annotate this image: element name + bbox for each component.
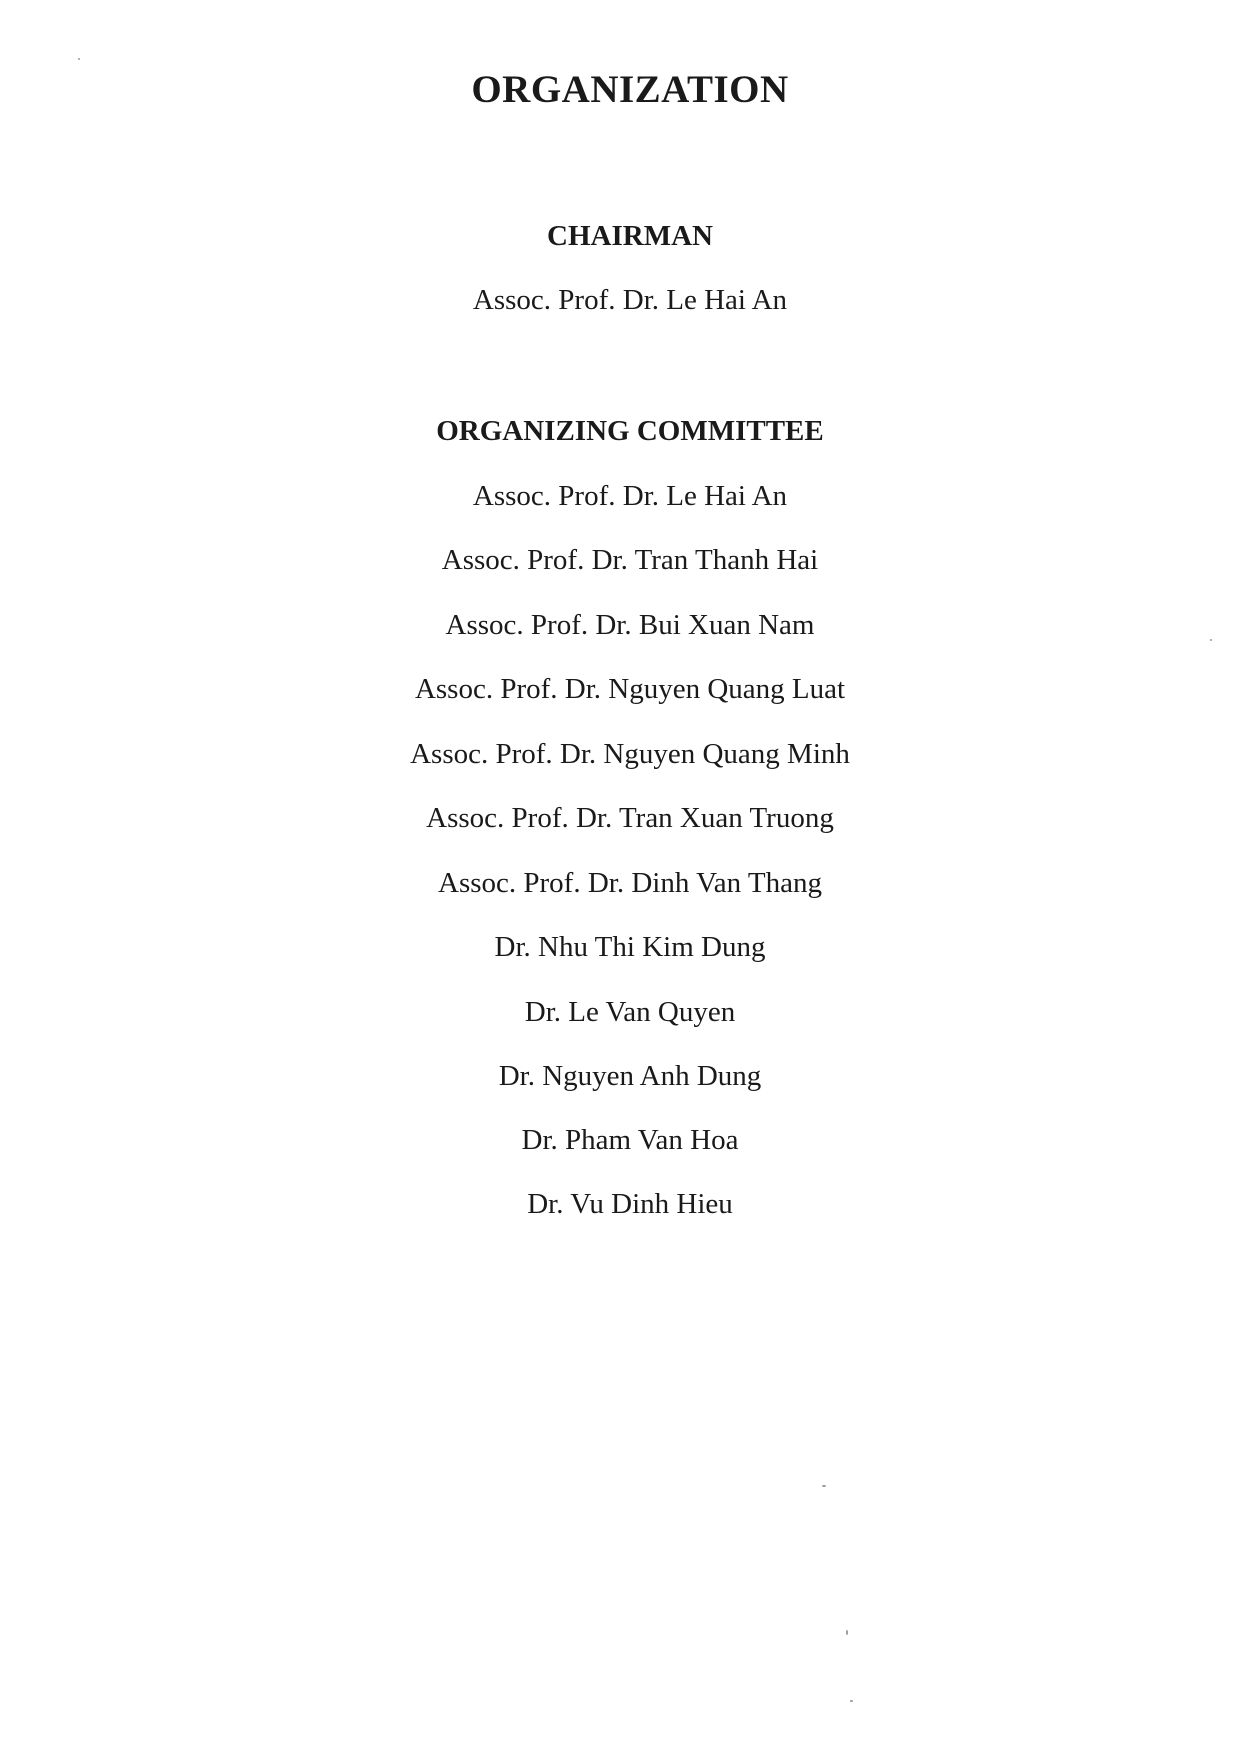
scan-speck (850, 1700, 853, 1702)
committee-member: Dr. Le Van Quyen (524, 996, 736, 1028)
committee-heading: ORGANIZING COMMITTEE (436, 415, 824, 447)
chairman-heading: CHAIRMAN (547, 220, 713, 252)
scan-speck (1210, 639, 1212, 641)
scan-speck (822, 1485, 826, 1487)
committee-member: Assoc. Prof. Dr. Bui Xuan Nam (445, 609, 815, 641)
chairman-name: Assoc. Prof. Dr. Le Hai An (472, 284, 788, 316)
committee-member: Assoc. Prof. Dr. Dinh Van Thang (438, 867, 822, 899)
committee-member: Assoc. Prof. Dr. Nguyen Quang Minh (410, 738, 850, 770)
committee-member: Dr. Vu Dinh Hieu (527, 1188, 733, 1220)
scan-speck (846, 1630, 848, 1635)
committee-member: Dr. Pham Van Hoa (521, 1124, 739, 1156)
page-title: ORGANIZATION (471, 68, 789, 111)
committee-member: Assoc. Prof. Dr. Tran Thanh Hai (441, 544, 819, 576)
committee-member: Dr. Nguyen Anh Dung (498, 1060, 762, 1092)
committee-member: Assoc. Prof. Dr. Tran Xuan Truong (426, 802, 834, 834)
committee-member: Assoc. Prof. Dr. Nguyen Quang Luat (414, 673, 846, 705)
scan-speck (78, 58, 80, 60)
committee-member: Dr. Nhu Thi Kim Dung (494, 931, 766, 963)
committee-member: Assoc. Prof. Dr. Le Hai An (472, 480, 788, 512)
